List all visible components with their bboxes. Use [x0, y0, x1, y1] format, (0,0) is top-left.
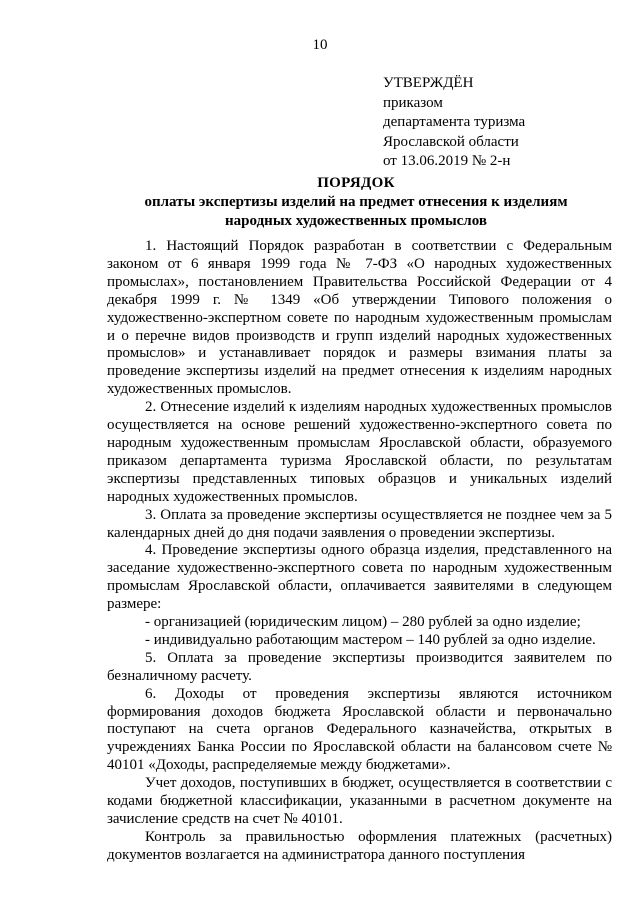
paragraph-accounting: Учет доходов, поступивших в бюджет, осуществляется в соответствии с кодами бюджетной классификации, указанными в расчетном документе на зачисление средств на счет № 40101.	[107, 775, 612, 827]
approval-line: приказом	[383, 94, 443, 111]
title-main: ПОРЯДОК	[317, 175, 395, 191]
paragraph-4: 4. Проведение экспертизы одного образца изделия, представленного на заседание художественно-экспертного совета по народным художественным промыслам Ярославской области, оплачивается заявителями в следующем размере:	[107, 542, 612, 613]
paragraph-1: 1. Настоящий Порядок разработан в соответствии с Федеральным законом от 6 января 1999 года № 7-ФЗ «О народных художественных промыслах», постановлением Правительства Российской Федерации от 4 декабря 1999 г. № 1349 «Об утверждении Типового положения о художественно-экспертном совете по народным художественным промыслам и о перечне видов производств и групп изделий народных художественных промыслов» и устанавливает порядок и размеры взимания платы за проведение экспертизы изделий на предмет отнесения к изделиям народных художественных промыслов.	[107, 238, 612, 398]
title-subtitle: оплаты экспертизы изделий на предмет отнесения к изделиям	[144, 194, 568, 210]
paragraph-5: 5. Оплата за проведение экспертизы производится заявителем по безналичному расчету.	[107, 649, 612, 684]
paragraph-3: 3. Оплата за проведение экспертизы осуществляется не позднее чем за 5 календарных дней до дня подачи заявления о проведении экспертизы.	[107, 506, 612, 541]
paragraph-6: 6. Доходы от проведения экспертизы являются источником формирования доходов бюджета Ярославской области и первоначально поступают на счета органов Федерального казначейства, открытых в учреждениях Банка России по Ярославской области на балансовом счете № 40101 «Доходы, распределяемые между бюджетами».	[107, 685, 612, 774]
paragraph-control: Контроль за правильностью оформления платежных (расчетных) документов возлагается на администратора данного поступления	[107, 828, 612, 863]
approval-line: департамента туризма	[383, 114, 526, 130]
approval-stamp	[383, 74, 623, 172]
list-item: - индивидуально работающим мастером – 140 рублей за одно изделие.	[145, 631, 596, 648]
document-body	[107, 238, 612, 865]
approval-line: Ярославской области	[383, 133, 519, 150]
title-subtitle: народных художественных промыслов	[225, 213, 487, 229]
approval-line: от 13.06.2019 № 2-н	[383, 153, 511, 169]
list-item: - организацией (юридическим лицом) – 280 рублей за одно изделие;	[145, 614, 581, 631]
approval-line: УТВЕРЖДЁН	[383, 75, 474, 91]
page-number: 10	[312, 37, 328, 53]
document-title	[100, 174, 612, 231]
paragraph-2: 2. Отнесение изделий к изделиям народных художественных промыслов осуществляется на основе решений художественно-экспертного совета по народным художественным промыслам Ярославской области, образуемого приказом департамента туризма Ярославской области, по результатам экспертизы представленных типовых образцов и уникальных изделий народных художественных промыслов.	[107, 399, 612, 505]
